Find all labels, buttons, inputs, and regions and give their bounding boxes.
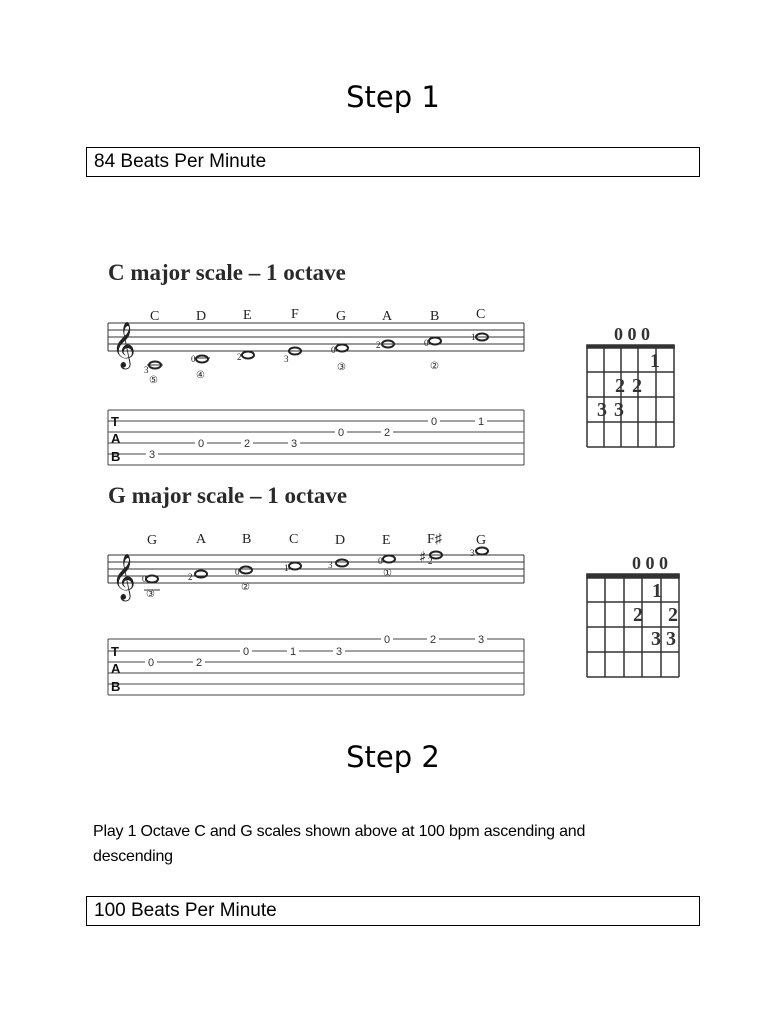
c-string-circle-4: ④ bbox=[196, 370, 205, 381]
c-tab-clef-t: T bbox=[111, 414, 119, 429]
g-note-name-7: F♯ bbox=[427, 532, 442, 547]
c-string-circle-5: ⑤ bbox=[149, 375, 158, 386]
bpm-84-box: 84 Beats Per Minute bbox=[86, 147, 700, 177]
g-tab-number-2: 2 bbox=[196, 657, 203, 669]
g-scale-noteheads bbox=[146, 548, 488, 583]
c-note-name-8: C bbox=[476, 307, 486, 322]
g-diagram-finger-2a: 2 bbox=[633, 604, 643, 626]
g-note-name-8: G bbox=[476, 533, 487, 548]
c-fingering-3: 2 bbox=[237, 352, 242, 362]
g-note-name-1: G bbox=[147, 533, 158, 548]
c-tab-clef-a: A bbox=[111, 431, 121, 446]
g-sharp-accidental: ♯ bbox=[419, 548, 427, 566]
c-diagram-finger-2b: 2 bbox=[632, 375, 642, 397]
g-note-name-2: A bbox=[196, 532, 207, 547]
g-tab-clef-b: B bbox=[111, 679, 121, 694]
g-tab-number-3: 0 bbox=[243, 646, 250, 658]
step-1-title: Step 1 bbox=[346, 80, 440, 114]
g-note-name-4: C bbox=[289, 532, 299, 547]
c-note-name-6: A bbox=[382, 309, 393, 324]
c-fingering-5: 0 bbox=[331, 345, 336, 355]
g-string-circle-2: ② bbox=[241, 582, 250, 593]
c-fingering-7: 0 bbox=[424, 338, 429, 348]
g-string-circle-3: ③ bbox=[146, 589, 155, 600]
g-fingering-7: 2 bbox=[428, 556, 433, 566]
g-tab-number-5: 3 bbox=[336, 646, 343, 658]
c-tab-number-1: 3 bbox=[149, 449, 156, 461]
c-scale-staff bbox=[108, 323, 524, 351]
c-fingering-4: 3 bbox=[284, 354, 289, 364]
g-fingering-8: 3 bbox=[470, 548, 475, 558]
g-tab-clef-t: T bbox=[111, 644, 119, 659]
c-note-name-1: C bbox=[150, 309, 160, 324]
g-scale-staff bbox=[108, 555, 524, 583]
c-tab-clef-b: B bbox=[111, 449, 121, 464]
g-tab-clef-a: A bbox=[111, 661, 121, 676]
g-major-scale-title: G major scale – 1 octave bbox=[108, 483, 348, 508]
c-note-name-4: F bbox=[291, 307, 299, 322]
c-note-name-5: G bbox=[336, 309, 347, 324]
g-diagram-finger-3a: 3 bbox=[651, 628, 661, 650]
c-string-circle-3: ③ bbox=[337, 362, 346, 373]
g-diagram-finger-3b: 3 bbox=[666, 628, 676, 650]
g-tab-number-4: 1 bbox=[290, 646, 297, 658]
g-fingering-2: 2 bbox=[188, 572, 193, 582]
g-fingering-6: 0 bbox=[378, 556, 383, 566]
g-diagram-finger-1: 1 bbox=[652, 580, 662, 602]
c-diagram-finger-3b: 3 bbox=[614, 399, 624, 421]
g-note-name-5: D bbox=[335, 533, 346, 548]
c-note-name-3: E bbox=[243, 308, 252, 323]
c-tab-number-6: 2 bbox=[384, 427, 391, 439]
g-fingering-4: 1 bbox=[284, 563, 289, 573]
c-scale-fretboard-diagram bbox=[587, 345, 674, 447]
c-tab-number-5: 0 bbox=[338, 427, 345, 439]
step-2-title: Step 2 bbox=[346, 740, 440, 774]
c-fingering-2: 0 bbox=[191, 354, 196, 364]
c-fingering-8: 1 bbox=[471, 332, 476, 342]
c-fingering-6: 2 bbox=[376, 340, 381, 350]
g-scale-tab-staff bbox=[108, 639, 524, 695]
bpm-100-box: 100 Beats Per Minute bbox=[86, 896, 700, 926]
c-tab-number-7: 0 bbox=[431, 416, 438, 428]
g-note-name-3: B bbox=[242, 532, 252, 547]
c-note-name-2: D bbox=[196, 309, 207, 324]
g-tab-number-8: 3 bbox=[478, 634, 485, 646]
g-diagram-finger-2b: 2 bbox=[668, 604, 678, 626]
c-major-scale-title: C major scale – 1 octave bbox=[108, 260, 346, 285]
c-diagram-finger-1: 1 bbox=[650, 350, 660, 372]
c-string-circle-2: ② bbox=[430, 361, 439, 372]
c-tab-number-4: 3 bbox=[291, 438, 298, 450]
g-tab-number-7: 2 bbox=[430, 634, 437, 646]
step-2-instruction: Play 1 Octave C and G scales shown above at 100 bpm ascending and descending bbox=[93, 823, 586, 865]
c-diagram-finger-2a: 2 bbox=[615, 375, 625, 397]
c-diagram-open-strings: 0 0 0 bbox=[614, 324, 650, 344]
g-fingering-5: 3 bbox=[328, 560, 333, 570]
c-scale-tab-staff bbox=[108, 410, 524, 465]
c-tab-number-3: 2 bbox=[244, 438, 251, 450]
g-scale-treble-clef-icon: 𝄞 bbox=[112, 554, 136, 600]
g-tab-number-1: 0 bbox=[148, 657, 155, 669]
g-diagram-open-strings: 0 0 0 bbox=[632, 553, 668, 573]
c-tab-number-2: 0 bbox=[198, 438, 205, 450]
g-fingering-1: 0 bbox=[142, 574, 147, 584]
g-tab-number-6: 0 bbox=[384, 634, 391, 646]
c-diagram-finger-3a: 3 bbox=[597, 399, 607, 421]
c-fingering-1: 3 bbox=[144, 365, 149, 375]
g-note-name-6: E bbox=[382, 533, 391, 548]
c-scale-treble-clef-icon: 𝄞 bbox=[112, 322, 136, 368]
g-fingering-3: 0 bbox=[235, 567, 240, 577]
c-note-name-7: B bbox=[430, 309, 440, 324]
c-tab-number-8: 1 bbox=[478, 416, 485, 428]
g-string-circle-1: ① bbox=[383, 568, 392, 579]
